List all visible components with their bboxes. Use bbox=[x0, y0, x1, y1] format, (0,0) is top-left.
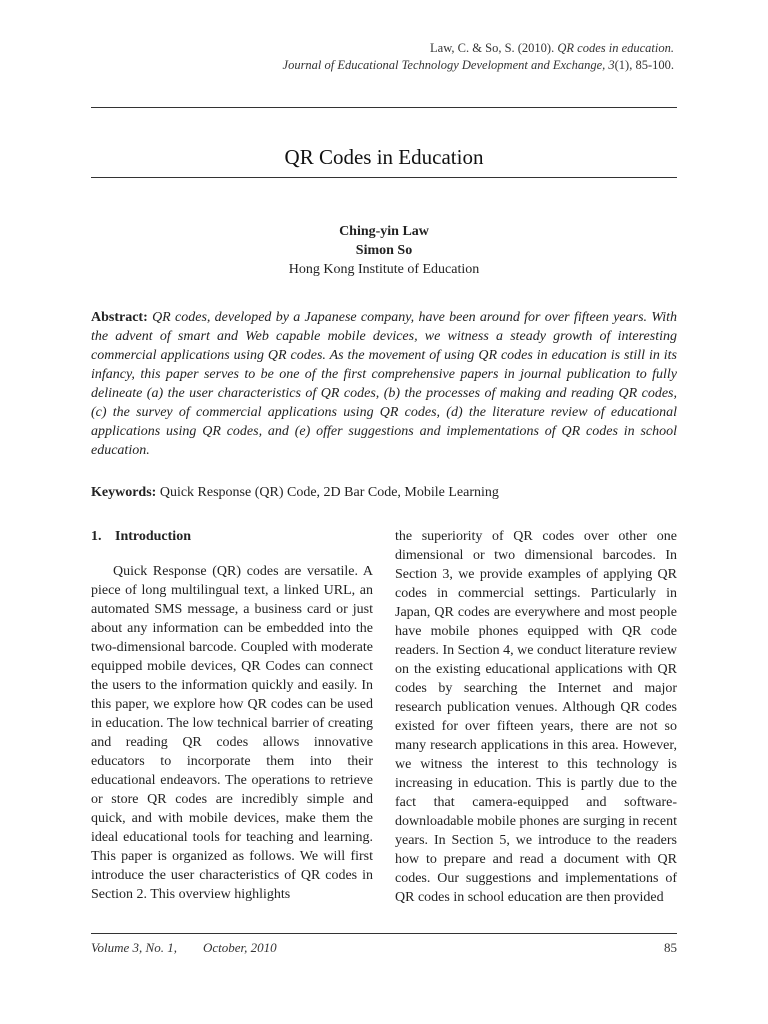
section-heading bbox=[91, 527, 373, 546]
section-number: 1. bbox=[91, 529, 102, 544]
header-rule bbox=[91, 107, 677, 108]
section-title: Introduction bbox=[115, 529, 191, 544]
body-paragraph-right: the superiority of QR codes over other one dimensional or two dimensional barcodes. In Section 3, we provide examples of applying QR codes in commercial settings. Particularly in Japan, QR codes are everywhere and most people have mobile phones equipped with QR code readers. In Section 4, we conduct literature review on the existing educational applications with QR codes by searching the Internet and major research publication venues. Although QR codes existed for over fifteen years, there are not so many research applications in this area. However, we witness the interest to this technology is increasing in education. This is partly due to the fact that camera-equipped and software-downloadable mobile phones are surging in recent years. In Section 5, we introduce to the readers how to prepare and read a document with QR codes. Our suggestions and implementations of QR codes in school education are then provided bbox=[395, 529, 677, 905]
body-column-left bbox=[91, 527, 373, 904]
citation-authors: Law, C. & So, S. (2010). bbox=[430, 41, 558, 55]
abstract bbox=[91, 308, 677, 460]
title-rule bbox=[91, 177, 677, 178]
author-affiliation: Hong Kong Institute of Education bbox=[288, 262, 480, 277]
citation-issue-pages: (1), 85-100. bbox=[614, 58, 674, 72]
page-number: 85 bbox=[664, 940, 677, 955]
author-name-2: Simon So bbox=[355, 243, 413, 258]
body-paragraph-left: Quick Response (QR) codes are versatile. A piece of long multilingual text, a linked URL, an automated SMS message, a business card or just about any information can be embedded into the two-dimensional barcode. Coupled with moderate equipped mobile devices, QR Codes can connect the users to the information quickly and easily. In this paper, we explore how QR codes can be used in education. The low technical barrier of creating and reading QR codes allows innovative educators to incorporate them into their educational endeavors. The operations to retrieve or store QR codes are incredibly simple and quick, and with mobile devices, make them the ideal educational tools for teaching and learning. This paper is organized as follows. We will first introduce the user characteristics of QR codes in Section 2. This overview highlights bbox=[91, 564, 373, 902]
author-block bbox=[91, 222, 677, 279]
abstract-label: Abstract: bbox=[91, 310, 148, 325]
citation-journal: Journal of Educational Technology Development and Exchange, 3 bbox=[282, 58, 615, 72]
citation-article-title: QR codes in education. bbox=[557, 41, 674, 55]
author-name-1: Ching-yin Law bbox=[339, 224, 429, 239]
keywords bbox=[91, 483, 677, 502]
footer-issue: Volume 3, No. 1, bbox=[91, 940, 177, 955]
paper-title: QR Codes in Education bbox=[284, 145, 484, 169]
citation bbox=[283, 40, 674, 74]
abstract-text: QR codes, developed by a Japanese company, have been around for over fifteen years. With the advent of smart and Web capable mobile devices, we witness a steady growth of interesting commercial applications using QR codes. As the movement of using QR codes in education is still in its infancy, this paper serves to be one of the first comprehensive papers in journal publication to fully delineate (a) the user characteristics of QR codes, (b) the processes of making and reading QR codes, (c) the survey of commercial applications using QR codes, (d) the literature review of educational applications using QR codes, and (e) offer suggestions and implementations of QR codes in school education. bbox=[91, 310, 677, 458]
citation-line-2 bbox=[283, 57, 674, 74]
body-column-right bbox=[395, 527, 677, 907]
keywords-text: Quick Response (QR) Code, 2D Bar Code, Mobile Learning bbox=[156, 485, 499, 500]
citation-line-1 bbox=[283, 40, 674, 57]
keywords-label: Keywords: bbox=[91, 485, 157, 500]
footer-rule bbox=[91, 933, 677, 934]
footer-date: October, 2010 bbox=[203, 940, 277, 955]
